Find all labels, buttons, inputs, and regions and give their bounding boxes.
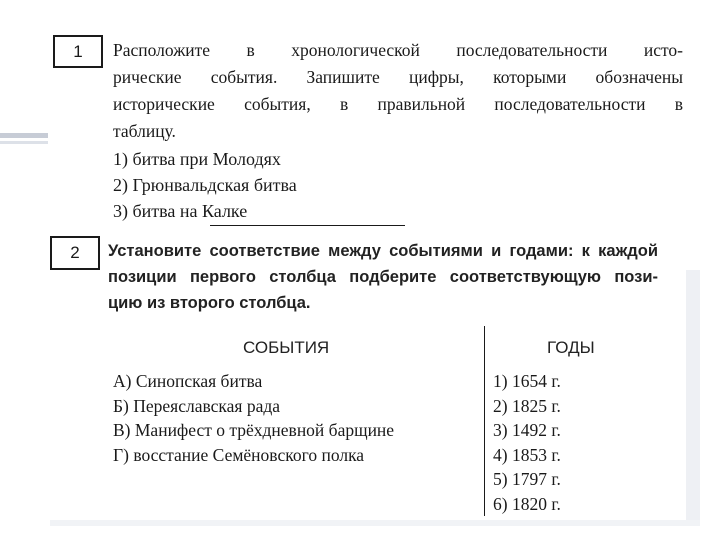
year-item: 3) 1492 г. (493, 420, 561, 440)
decor-bar-top (0, 133, 48, 138)
events-column-header: СОБЫТИЯ (243, 338, 330, 357)
task-1-number: 1 (53, 35, 103, 68)
task-1-line: Расположите в хронологической последовательности исто- (113, 40, 683, 60)
task-1-line: таблицу. (113, 121, 176, 141)
events-list (113, 369, 394, 467)
column-divider (484, 326, 485, 516)
decor-bar-bottom (0, 141, 48, 144)
task-2-number: 2 (50, 236, 100, 270)
years-list (493, 369, 561, 516)
task-1-line: исторические события, в правильной последовательности в (113, 94, 683, 114)
task-1-option: 3) битва на Калке (113, 201, 248, 221)
task-2-line: цию из второго столбца. (108, 294, 311, 312)
page-shadow-right (686, 270, 700, 520)
event-item: Б) Переяславская рада (113, 395, 281, 416)
year-item: 4) 1853 г. (493, 444, 561, 465)
year-item: 6) 1820 г. (493, 493, 561, 514)
task-1-option: 1) битва при Молодях (113, 149, 281, 169)
year-item: 5) 1797 г. (493, 469, 561, 489)
event-item: А) Синопская битва (113, 371, 263, 391)
task-1-option: 2) Грюнвальдская битва (113, 175, 297, 195)
separator-line (210, 225, 405, 226)
page-shadow-bottom (50, 520, 700, 526)
year-item: 1) 1654 г. (493, 371, 561, 391)
task-2-line: позиции первого столбца подберите соответствующую пози- (108, 268, 658, 286)
event-item: Г) восстание Семёновского полка (113, 444, 365, 465)
task-2-instruction (108, 238, 658, 316)
years-column-header: ГОДЫ (547, 338, 595, 357)
year-item: 2) 1825 г. (493, 395, 561, 416)
event-item: В) Манифест о трёхдневной барщине (113, 420, 395, 440)
task-1-instruction (113, 37, 683, 145)
task-1-line: рические события. Запишите цифры, которыми обозначены (113, 67, 683, 87)
task-1-options (113, 146, 297, 224)
task-2-line: Установите соответствие между событиями и годами: к каждой (108, 242, 658, 260)
